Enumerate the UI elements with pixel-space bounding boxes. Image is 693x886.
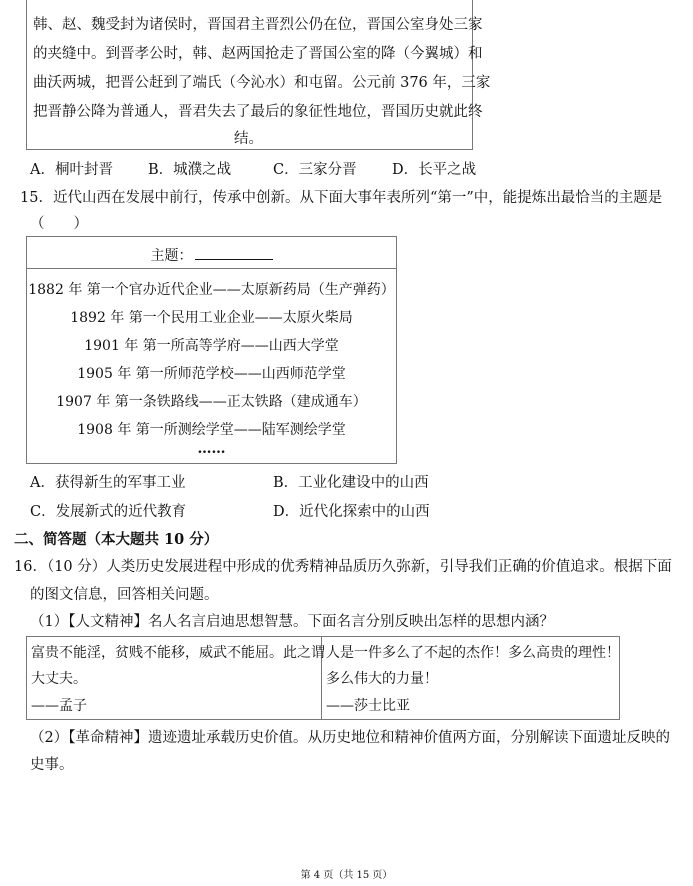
- q14-option-d: D．长平之战: [392, 162, 477, 178]
- q15-option-c: C．发展新式的近代教育: [30, 504, 187, 520]
- q14-option-c: C．三家分晋: [273, 162, 357, 178]
- table-divider: [27, 268, 396, 269]
- timeline-row: 1892 年 第一个民用工业企业——太原火柴局: [70, 310, 353, 326]
- timeline-row: 1901 年 第一所高等学府——山西大学堂: [84, 338, 339, 354]
- theme-blank: [195, 247, 273, 260]
- q14-option-b: B．城濮之战: [148, 162, 232, 178]
- passage-line: 韩、赵、魏受封为诸侯时，晋国君主晋烈公仍在位，晋国公室身处三家: [33, 17, 483, 33]
- q16-part1: （1）【人文精神】名人名言启迪思想智慧。下面名言分别反映出怎样的思想内涵？: [30, 614, 554, 630]
- timeline-table: [26, 236, 397, 464]
- passage-box: [26, 0, 491, 150]
- q15-stem: 15．近代山西在发展中前行，传承中创新。从下面大事年表所列“第一”中，能提炼出最恰当的主题是: [20, 190, 663, 206]
- q15-option-b: B．工业化建设中的山西: [273, 475, 429, 491]
- section-heading: 二、简答题（本大题共 10 分）: [14, 531, 219, 548]
- timeline-ellipsis: ……: [197, 441, 226, 457]
- quote-right-line: 多么伟大的力量！: [326, 671, 438, 687]
- timeline-row: 1907 年 第一条铁路线——正太铁路（建成通车）: [56, 394, 367, 410]
- passage-line: 把晋静公降为普通人，晋君失去了最后的象征性地位，晋国历史就此终: [33, 104, 483, 120]
- timeline-row: 1905 年 第一所师范学校——山西师范学堂: [77, 366, 346, 382]
- quote-right-author: ——莎士比亚: [326, 698, 410, 714]
- q15-answer-bracket: （ ）: [30, 216, 88, 232]
- theme-label: 主题：: [150, 248, 193, 264]
- quote-right-line: 人是一件多么了不起的杰作！多么高贵的理性！: [326, 645, 620, 661]
- quote-left-line: 富贵不能淫，贫贱不能移，威武不能屈。此之谓: [31, 645, 325, 661]
- passage-line: 曲沃两城，把晋公赶到了端氏（今沁水）和屯留。公元前 376 年，三家: [33, 75, 491, 91]
- q16-part2: （2）【革命精神】遗迹遗址承载历史价值。从历史地位和精神价值两方面，分别解读下面遗址反映的: [30, 730, 670, 746]
- page-footer: 第 4 页（共 15 页）: [300, 870, 393, 881]
- q16-stem: 16．（10 分）人类历史发展进程中形成的优秀精神品质历久弥新，引导我们正确的价值追求。根据下面: [14, 559, 672, 575]
- theme-row: [27, 245, 396, 265]
- q15-option-d: D．近代化探索中的山西: [273, 504, 430, 520]
- timeline-row: 1882 年 第一个官办近代企业——太原新药局（生产弹药）: [28, 282, 395, 298]
- quote-left-line: 大丈夫。: [31, 671, 87, 687]
- quote-left-author: ——孟子: [31, 698, 87, 714]
- timeline-row: 1908 年 第一所测绘学堂——陆军测绘学堂: [77, 422, 346, 438]
- passage-line: 的夹缝中。到晋孝公时，韩、赵两国抢走了晋国公室的降（今翼城）和: [33, 46, 483, 62]
- passage-line: 结。: [234, 131, 263, 147]
- q16-stem-cont: 的图文信息，回答相关问题。: [30, 587, 219, 603]
- quote-table: [26, 636, 620, 720]
- q15-option-a: A．获得新生的军事工业: [30, 475, 186, 491]
- q14-option-a: A．桐叶封晋: [30, 162, 113, 178]
- q16-part2-cont: 史事。: [30, 757, 74, 773]
